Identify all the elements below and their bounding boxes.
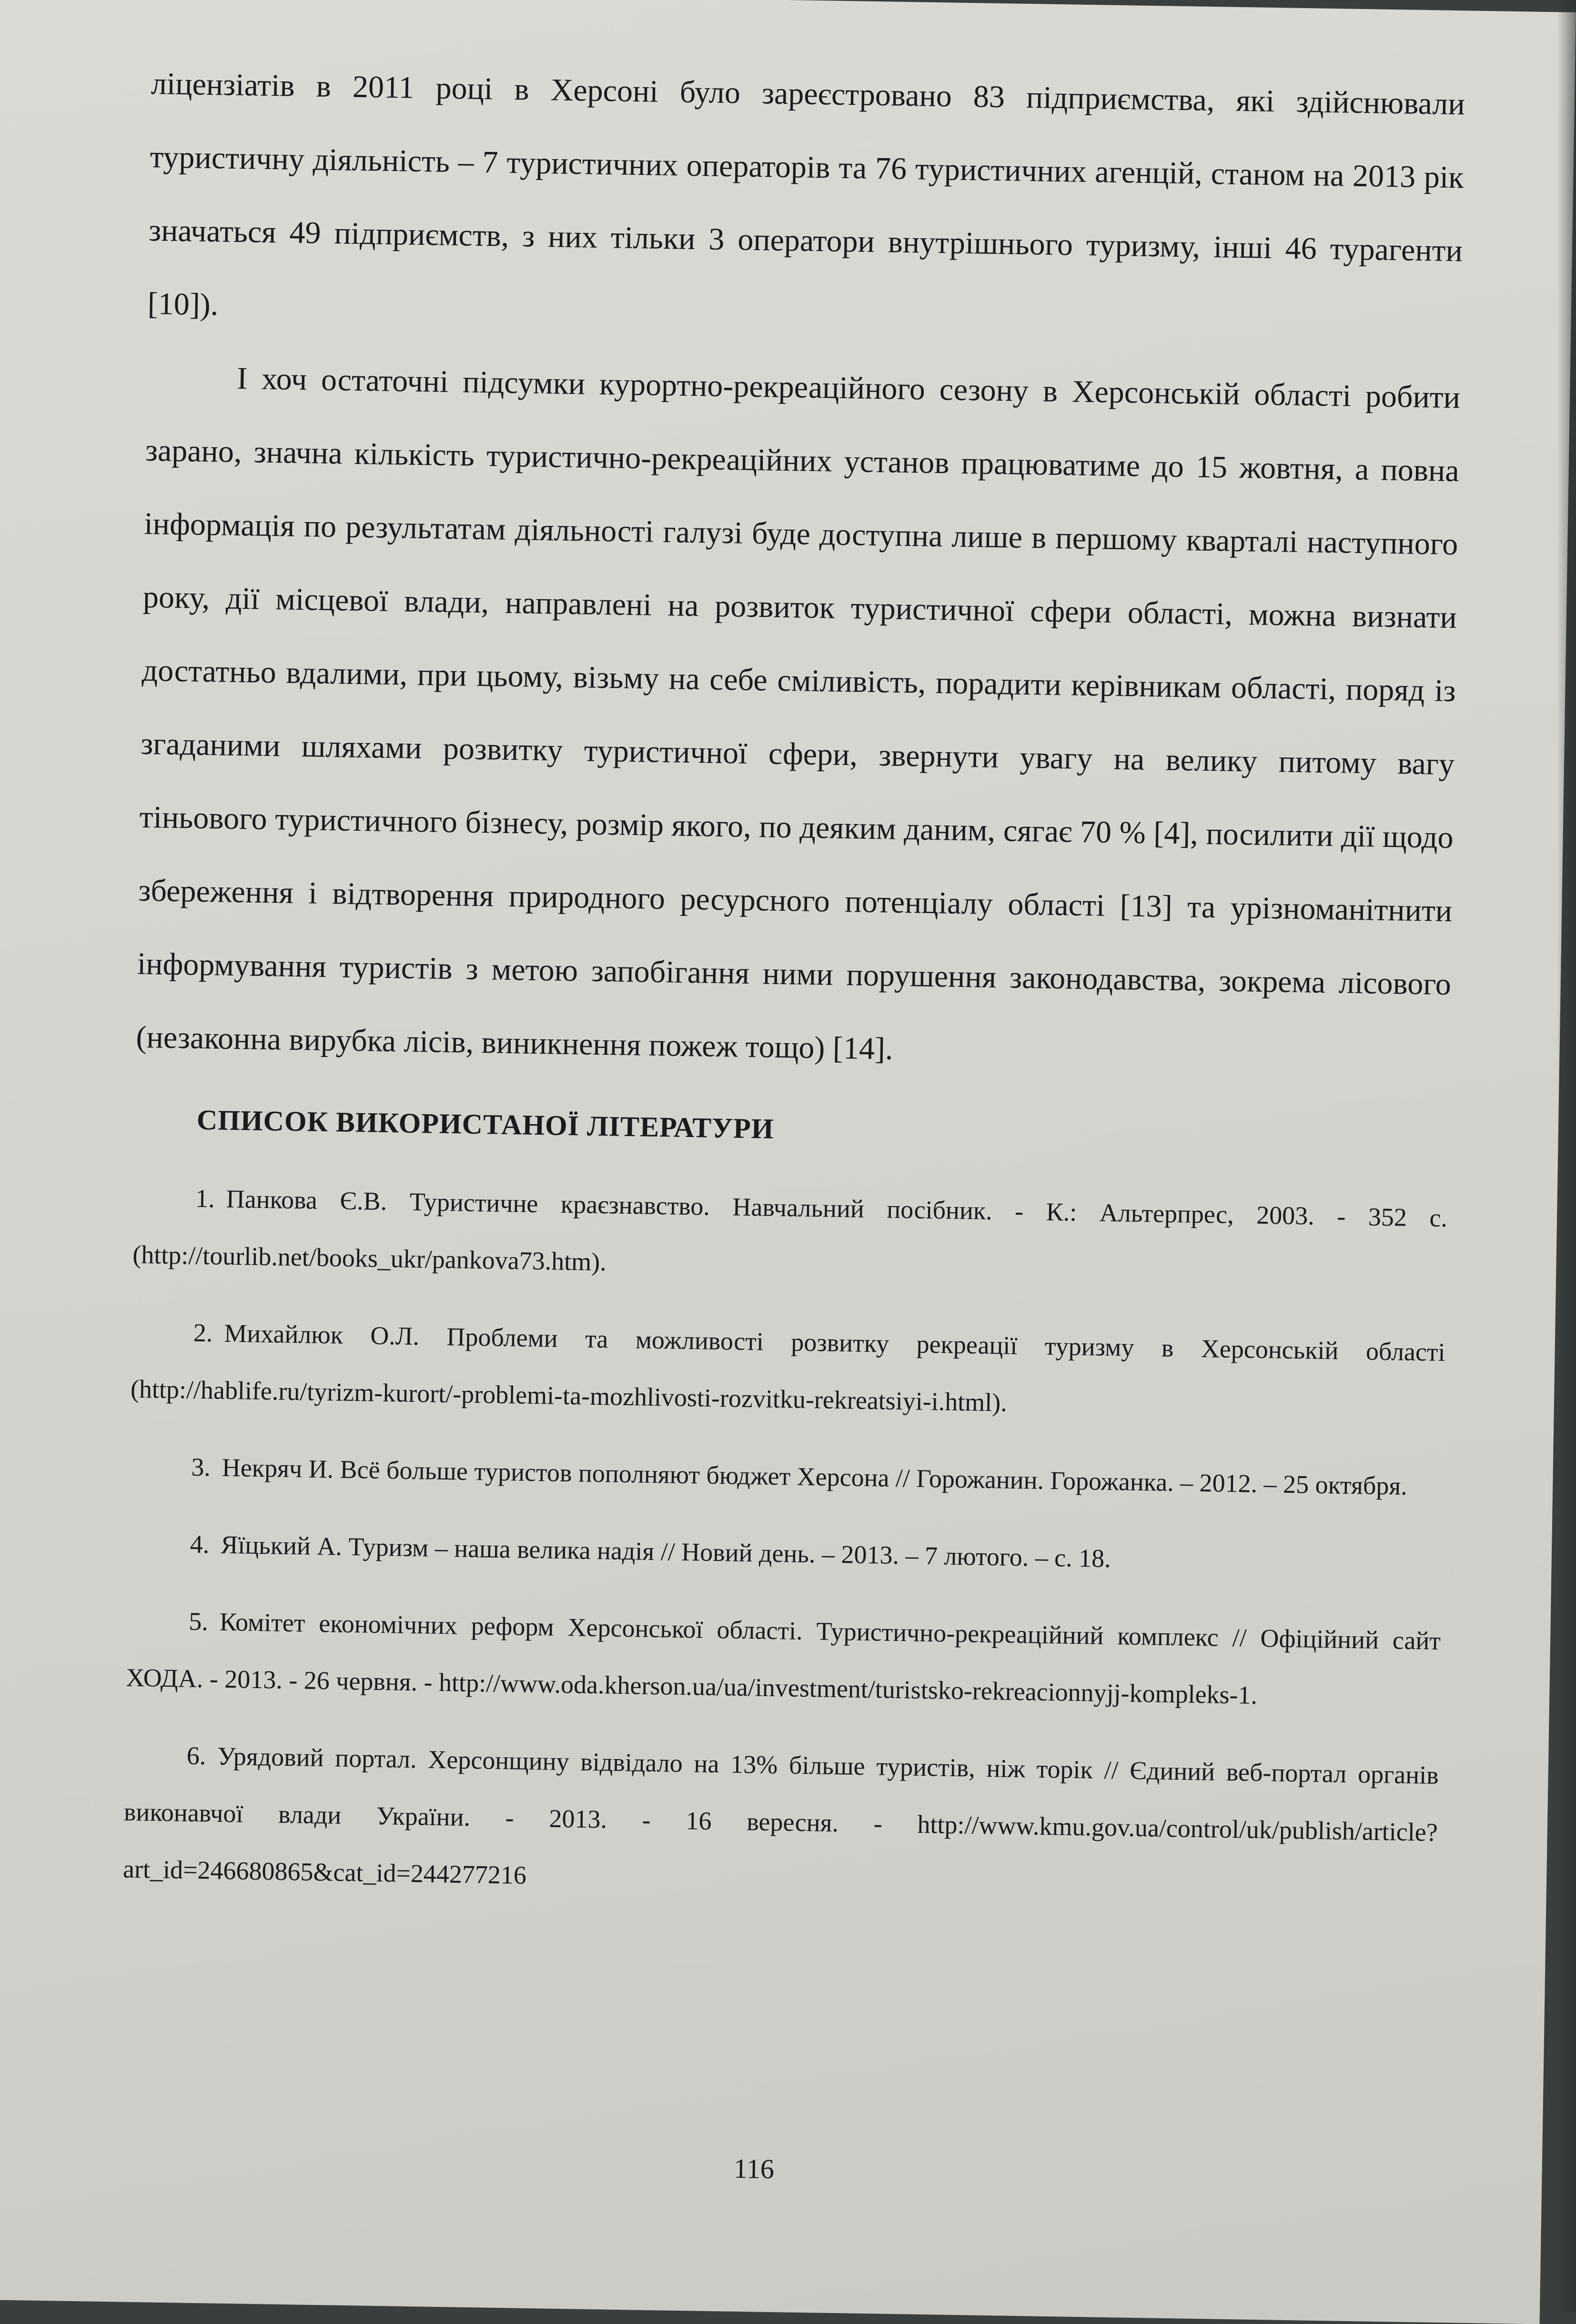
reference-number: 3. bbox=[191, 1452, 211, 1482]
reference-item bbox=[126, 1592, 1441, 1727]
reference-item bbox=[130, 1303, 1445, 1438]
reference-text: Комітет економічних реформ Херсонської області. Туристично-рекреаційний комплекс // Офіційний сайт ХОДА. - 2013. - 26 червня. - http://www.oda.kherson.ua/ua/investment/turistsko-rekreacionnyjj-kompleks-1. bbox=[126, 1607, 1441, 1710]
reference-text: Яїцький А. Туризм – наша велика надія // Новий день. – 2013. – 7 лютого. – с. 18. bbox=[220, 1530, 1111, 1573]
page-edge-shadow bbox=[1557, 0, 1576, 2312]
reference-item bbox=[132, 1169, 1448, 1304]
body-text bbox=[135, 47, 1465, 1095]
reference-number: 1. bbox=[195, 1184, 215, 1213]
reference-number: 6. bbox=[186, 1741, 206, 1771]
reference-text: Михайлюк О.Л. Проблеми та можливості розвитку рекреації туризму в Херсонській області (http://hablife.ru/tyrizm-kurort/-problemi-ta-mozhlivosti-rozvitku-rekreatsiyi-i.html). bbox=[130, 1318, 1446, 1417]
reference-text: Урядовий портал. Херсонщину відвідало на 13% більше туристів, ніж торік // Єдиний веб-портал органів виконавчої влади України. - 2013. - 16 вересня. - http://www.kmu.gov.ua/control/uk/publish/article?art_id=246680865&cat_id=244277216 bbox=[122, 1741, 1439, 1890]
reference-text: Некряч И. Всё больше туристов пополняют бюджет Херсона // Горожанин. Горожанка. – 2012. – 25 октября. bbox=[222, 1453, 1408, 1500]
references-list bbox=[122, 1169, 1448, 1918]
reference-number: 4. bbox=[190, 1529, 210, 1559]
reference-item bbox=[129, 1438, 1444, 1515]
reference-item bbox=[122, 1726, 1439, 1918]
reference-number: 2. bbox=[193, 1318, 213, 1348]
reference-number: 5. bbox=[188, 1607, 209, 1636]
references-title: СПИСОК ВИКОРИСТАНОЇ ЛІТЕРАТУРИ bbox=[196, 1104, 775, 1145]
paragraph-main: І хоч остаточні підсумки курортно-рекреаційного сезону в Херсонській області робити зарано, значна кількість туристично-рекреаційних установ працюватиме до 15 жовтня, а повна інформація по результатам діяльності галузі буде доступна лише в першому кварталі наступного року, дії місцевої влади, направлені на розвиток туристичної сфери області, можна визнати достатньо вдалими, при цьому, візьму на себе сміливість, порадити керівникам області, поряд із згаданими шляхами розвитку туристичної сфери, звернути увагу на велику питому вагу тіньового туристичного бізнесу, розмір якого, по деяким даним, сягає 70 % [4], посилити дії щодо збереження і відтворення природного ресурсного потенціалу області [13] та урізноманітнити інформування туристів з метою запобігання ними порушення законодавства, зокрема лісового (незаконна вирубка лісів, виникнення пожеж тощо) [14]. bbox=[136, 361, 1461, 1066]
reference-item bbox=[128, 1515, 1443, 1592]
reference-text: Панкова Є.В. Туристичне краєзнавство. Навчальний посібник. - К.: Альтерпрес, 2003. - 352 с. (http://tourlib.net/books_ukr/pankova73.htm). bbox=[132, 1184, 1448, 1277]
page-number: 116 bbox=[733, 2153, 775, 2185]
paragraph-continued: ліцензіатів в 2011 році в Херсоні було зареєстровано 83 підприємства, які здійснювали туристичну діяльність – 7 туристичних операторів та 76 туристичних агенцій, станом на 2013 рік значаться 49 підприємств, з них тільки 3 оператори внутрішнього туризму, інші 46 турагенти [10]). bbox=[147, 66, 1465, 322]
